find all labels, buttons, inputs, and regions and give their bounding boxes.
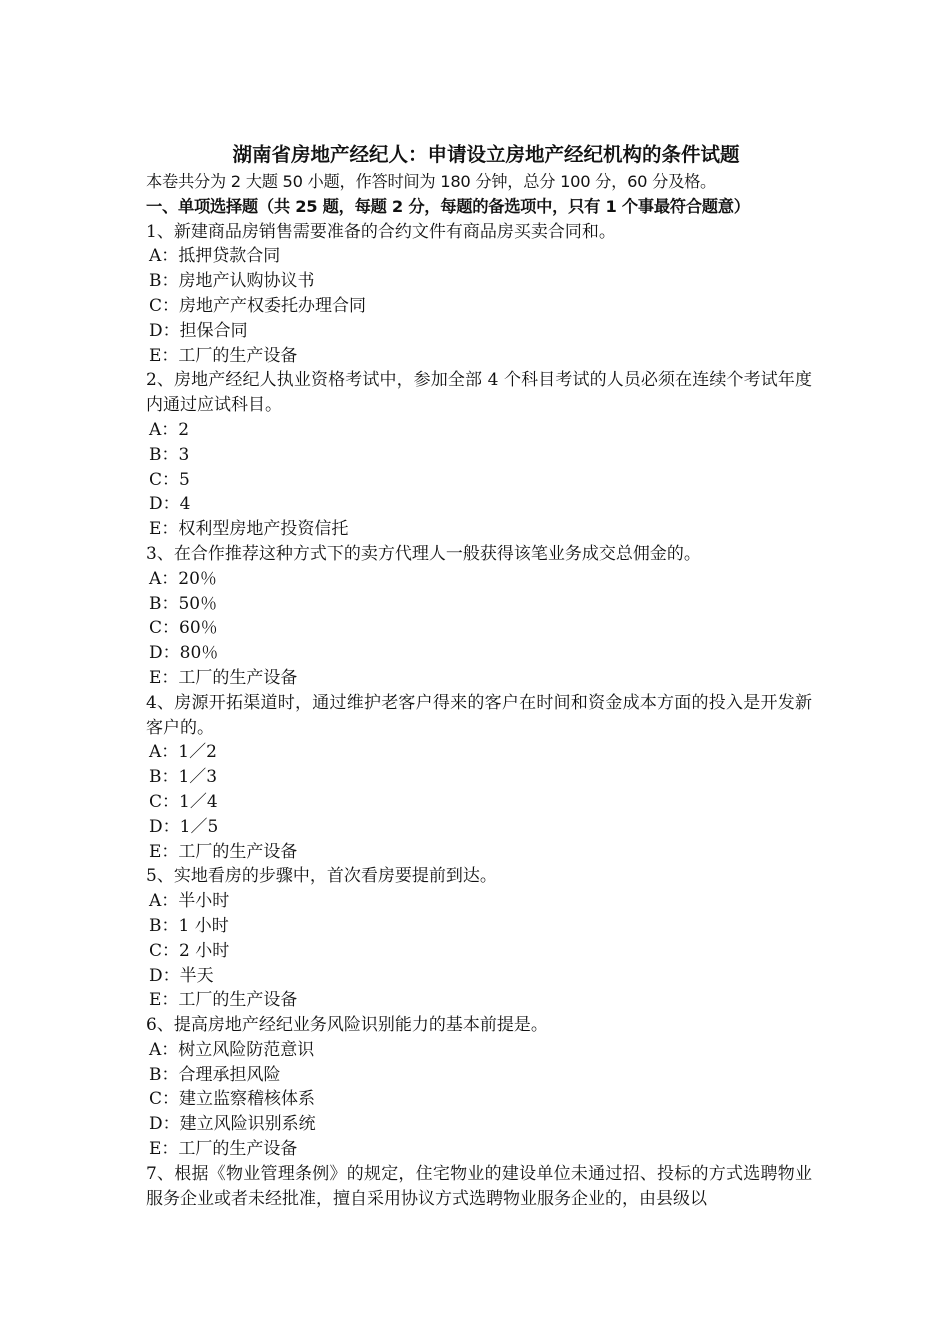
option-a: A：抵押贷款合同: [149, 246, 281, 267]
question-text: 6、提高房地产经纪业务风险识别能力的基本前提是。: [146, 1015, 548, 1036]
question-block: [146, 1013, 812, 1162]
option-a: A：树立风险防范意识: [149, 1039, 315, 1060]
option-e: E：工厂的生产设备: [149, 667, 298, 688]
option-b: B：房地产认购协议书: [149, 271, 315, 292]
exam-intro: 本卷共分为 2 大题 50 小题，作答时间为 180 分钟，总分 100 分，60 分及格。: [146, 172, 717, 191]
option-d: D：4: [149, 494, 191, 515]
option-d: D：半天: [149, 965, 214, 986]
option-a: A：2: [149, 419, 190, 440]
option-c: C：5: [149, 469, 190, 490]
option-b: B：50％: [149, 593, 218, 614]
question-block: [146, 864, 812, 1013]
document-title: 湖南省房地产经纪人：申请设立房地产经纪机构的条件试题: [232, 143, 740, 166]
question-block: [146, 542, 812, 691]
option-c: C：60％: [149, 618, 218, 639]
question-block: [146, 220, 812, 369]
option-e: E：工厂的生产设备: [149, 990, 298, 1011]
question-text: 2、房地产经纪人执业资格考试中，参加全部 4 个科目考试的人员必须在连续个考试年度内通过应试科目。: [146, 370, 812, 416]
question-text: 3、在合作推荐这种方式下的卖方代理人一般获得该笔业务成交总佣金的。: [146, 543, 701, 564]
option-b: B：1 小时: [149, 915, 229, 936]
question-text: 4、房源开拓渠道时，通过维护老客户得来的客户在时间和资金成本方面的投入是开发新客户的。: [146, 692, 812, 738]
question-block: [146, 691, 812, 865]
option-a: A：1／2: [149, 742, 217, 763]
option-e: E：工厂的生产设备: [149, 345, 298, 366]
question-block: [146, 1162, 812, 1212]
question-text: 1、新建商品房销售需要准备的合约文件有商品房买卖合同和。: [146, 221, 616, 242]
option-c: C：房地产产权委托办理合同: [149, 295, 367, 316]
option-b: B：合理承担风险: [149, 1064, 281, 1085]
option-a: A：20％: [149, 568, 217, 589]
option-c: C：建立监察稽核体系: [149, 1089, 316, 1110]
option-d: D：担保合同: [149, 320, 248, 341]
question-block: [146, 368, 812, 542]
option-e: E：工厂的生产设备: [149, 841, 298, 862]
option-b: B：1／3: [149, 767, 218, 788]
section-heading: 一、单项选择题（共 25 题，每题 2 分，每题的备选项中，只有 1 个事最符合题意）: [146, 196, 750, 216]
option-c: C：2 小时: [149, 940, 230, 961]
document-page: [146, 140, 812, 1211]
option-d: D：80％: [149, 643, 219, 664]
option-e: E：工厂的生产设备: [149, 1139, 298, 1160]
option-c: C：1／4: [149, 791, 218, 812]
question-text: 7、根据《物业管理条例》的规定，住宅物业的建设单位未通过招、投标的方式选聘物业服务企业或者未经批准，擅自采用协议方式选聘物业服务企业的，由县级以: [146, 1163, 812, 1209]
option-d: D：1／5: [149, 816, 219, 837]
option-a: A：半小时: [149, 891, 230, 912]
question-text: 5、实地看房的步骤中，首次看房要提前到达。: [146, 866, 497, 887]
option-e: E：权利型房地产投资信托: [149, 519, 349, 540]
option-b: B：3: [149, 444, 190, 465]
option-d: D：建立风险识别系统: [149, 1114, 316, 1135]
